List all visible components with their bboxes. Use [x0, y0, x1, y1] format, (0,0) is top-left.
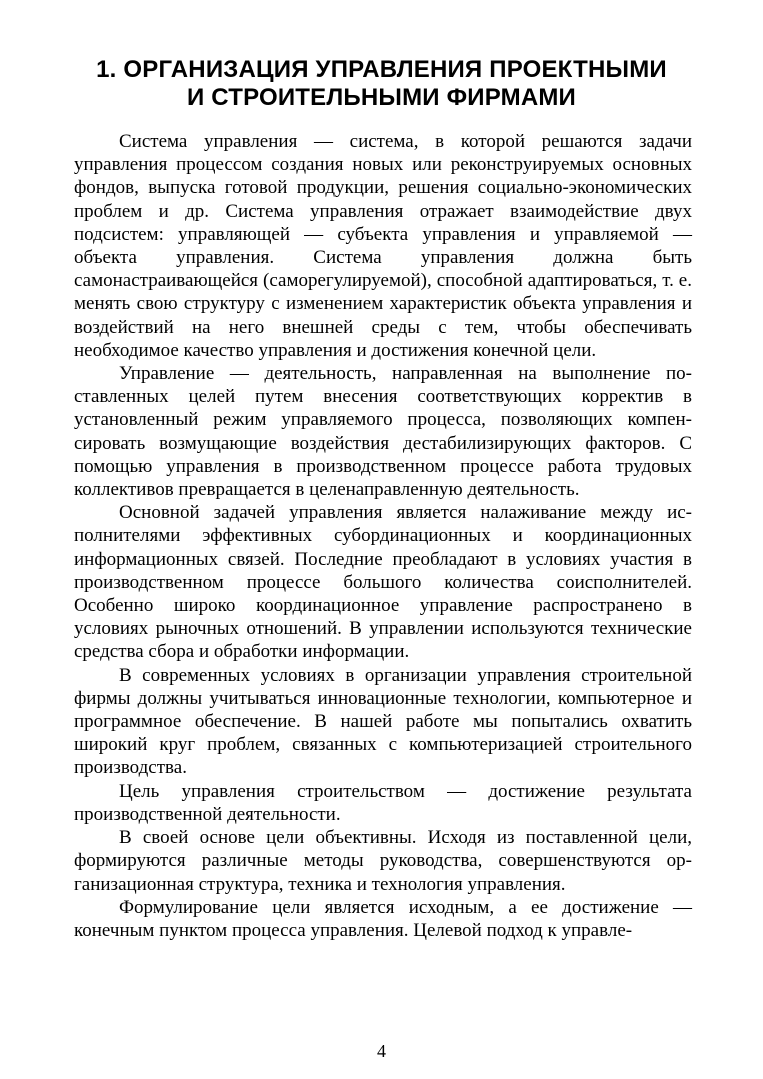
- paragraph-management-system: Система управления — система, в которой решаются задачи управления процессом создания новых или реконструируемых основных фондов, выпуска готовой продукции, решения социально-экономических проблем и др. Система управления отражает взаимодействие двух подсистем: управляющей — субъекта управления и управляемой — объекта управления. Система управления должна быть самонастраивающейся (саморегулируемой), способной адаптироваться, т. е. менять свою структуру с изменением характеристик объекта управления и воздействий на него внешней среды с тем, чтобы обеспечивать необходимое качество управления и достижения конечной цели.: [74, 131, 692, 361]
- paragraph-goal-formulation: Формулирование цели является исходным, а ее достижение — конечным пунктом процесса управления. Целевой подход к управле-: [74, 896, 692, 941]
- body-text: [74, 130, 692, 942]
- chapter-title-line-2: И СТРОИТЕЛЬНЫМИ ФИРМАМИ: [186, 84, 576, 111]
- paragraph-objective-goals: В своей основе цели объективны. Исходя из поставленной цели, формируются различные методы руководства, совершенствуются организационная структура, техника и технология управления.: [74, 827, 692, 895]
- page-number: 4: [377, 1041, 386, 1061]
- paragraph-modern-conditions: В современных условиях в организации управления строительной фирмы должны учитываться инновационные технологии, компьютерное и программное обеспечение. В нашей работе мы попытались охватить широкий круг проблем, связанных с компьютеризацией строительного производства.: [74, 664, 692, 779]
- chapter-title: [40, 56, 723, 112]
- paragraph-management-activity: Управление — деятельность, направленная на выполнение поставленных целей путем внесения соответствующих корректив в установленный режим управляемого процесса, позволяющих компенсировать возмущающие воздействия дестабилизирующих факторов. С помощью управления в производственном процессе работа трудовых коллективов превращается в целенаправленную деятельность.: [74, 363, 692, 501]
- chapter-title-line-1: 1. ОРГАНИЗАЦИЯ УПРАВЛЕНИЯ ПРОЕКТНЫМИ: [96, 56, 667, 83]
- paragraph-main-task: Основной задачей управления является налаживание между исполнителями эффективных субординационных и координационных информационных связей. Последние преобладают в условиях участия в производственном процессе большого количества соисполнителей. Особенно широко координационное управление распространено в условиях рыночных отношений. В управлении используются технические средства сбора и обработки информации.: [74, 502, 692, 663]
- paragraph-management-goal: Цель управления строительством — достижение результата производственной деятельности.: [74, 780, 692, 825]
